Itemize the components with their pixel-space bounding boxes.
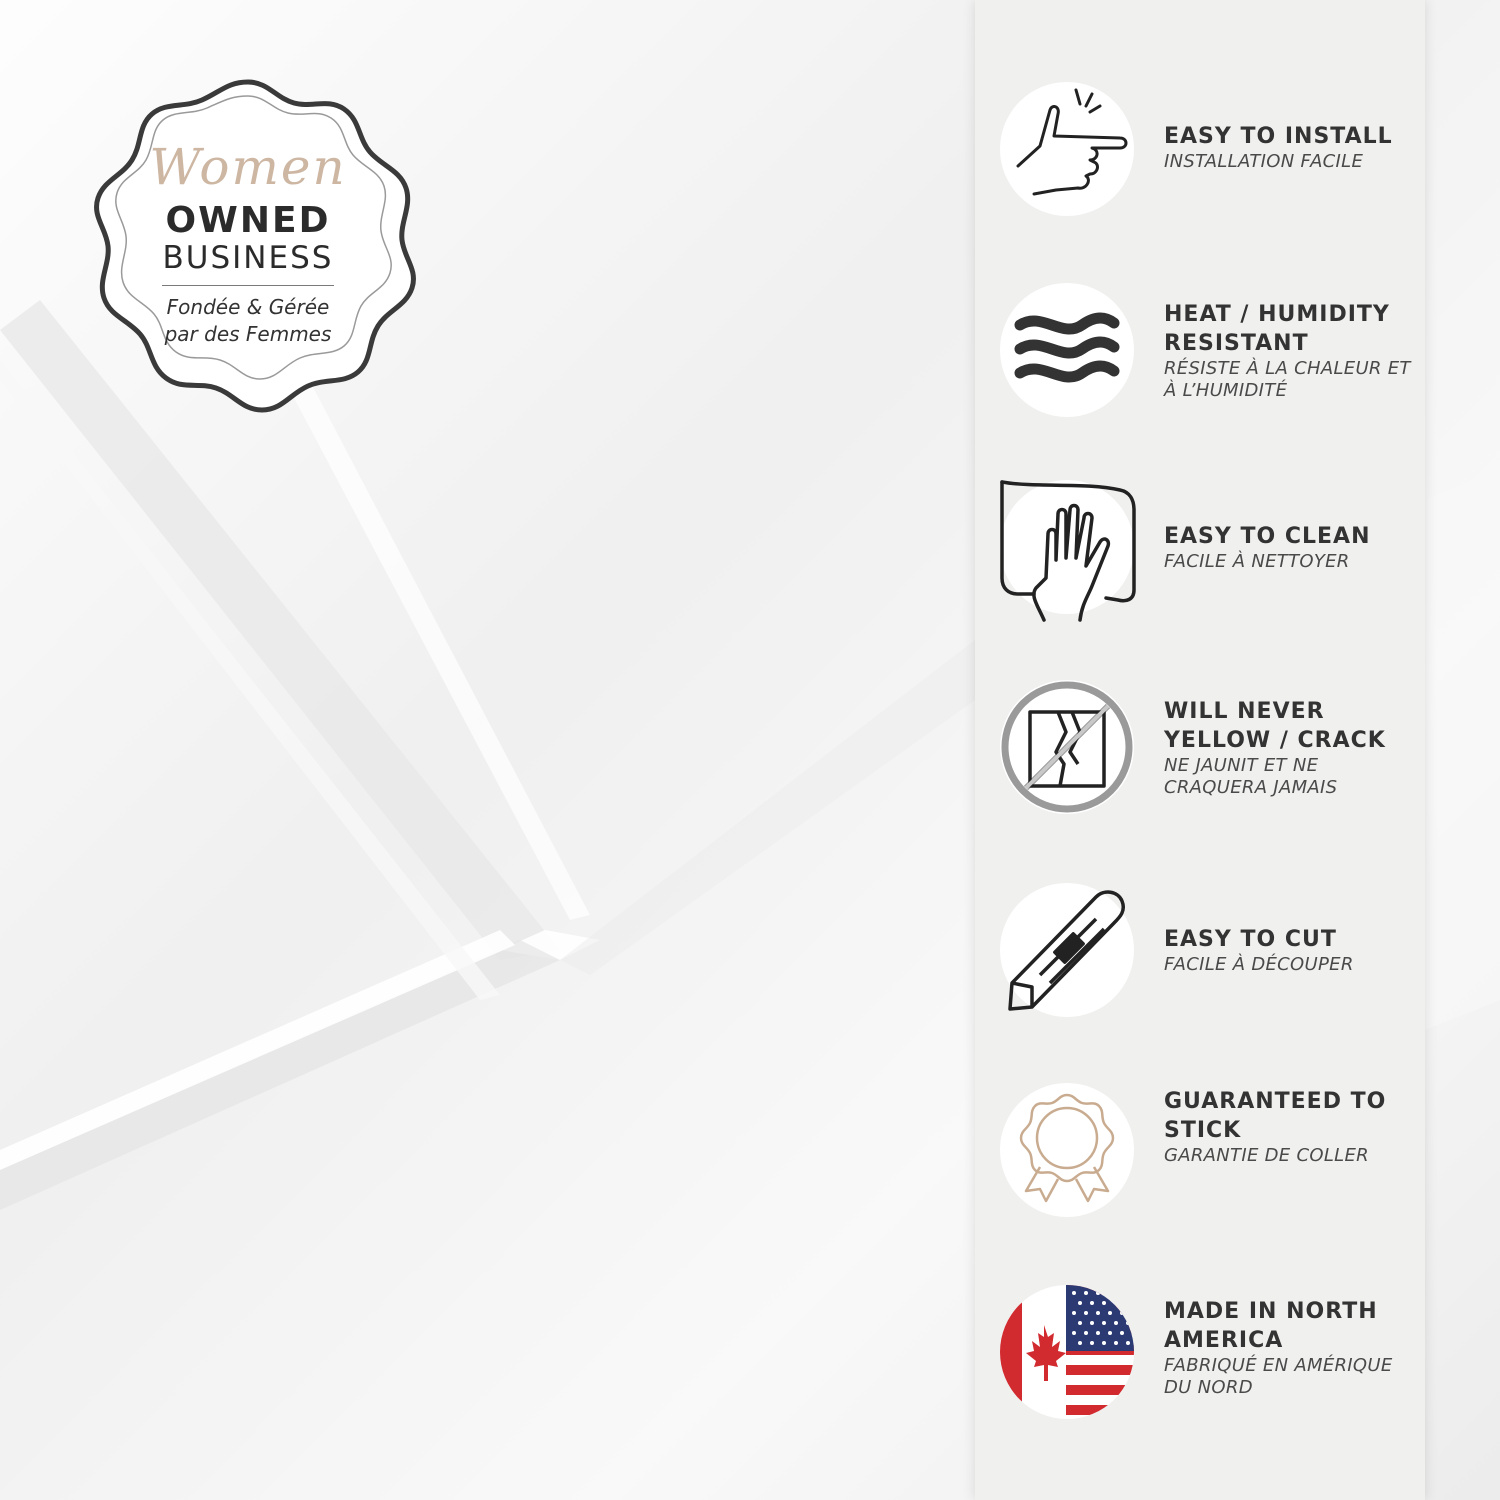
waves-icon	[1000, 283, 1134, 417]
feature-subtitle: FABRIQUÉ EN AMÉRIQUE DU NORD	[1164, 1355, 1393, 1398]
badge-french-line1: Fondée & Gérée	[166, 295, 330, 319]
badge-french-line2: par des Femmes	[164, 322, 332, 346]
features-panel	[975, 0, 1425, 1500]
pointing-hand-icon	[1000, 82, 1134, 216]
badge-script-word: Women	[149, 138, 347, 196]
feature-subtitle: FACILE À NETTOYER	[1164, 551, 1350, 572]
feature-title: WILL NEVER YELLOW / CRACK	[1164, 699, 1386, 753]
feature-title: GUARANTEED TO STICK	[1164, 1089, 1387, 1143]
feature-subtitle: GARANTIE DE COLLER	[1164, 1145, 1369, 1166]
feature-title: HEAT / HUMIDITY RESISTANT	[1164, 302, 1390, 356]
feature-subtitle: FACILE À DÉCOUPER	[1164, 954, 1354, 975]
no-crack-icon	[1000, 680, 1134, 814]
women-owned-business-badge	[78, 76, 418, 416]
badge-owned: OWNED	[165, 200, 331, 241]
feature-title: MADE IN NORTH AMERICA	[1164, 1299, 1378, 1353]
feature-title: EASY TO INSTALL	[1164, 124, 1393, 149]
badge-business: BUSINESS	[162, 240, 334, 276]
feature-subtitle: INSTALLATION FACILE	[1164, 151, 1364, 172]
hand-wiping-icon	[1000, 480, 1134, 614]
feature-title: EASY TO CUT	[1164, 927, 1337, 952]
canada-usa-flag-icon	[1000, 1285, 1134, 1419]
feature-title: EASY TO CLEAN	[1164, 524, 1371, 549]
utility-knife-icon	[1000, 883, 1134, 1017]
feature-subtitle: RÉSISTE À LA CHALEUR ET À L’HUMIDITÉ	[1164, 358, 1411, 401]
badge-divider	[162, 285, 334, 286]
feature-subtitle: NE JAUNIT ET NE CRAQUERA JAMAIS	[1164, 755, 1338, 798]
award-ribbon-icon	[1000, 1083, 1134, 1217]
